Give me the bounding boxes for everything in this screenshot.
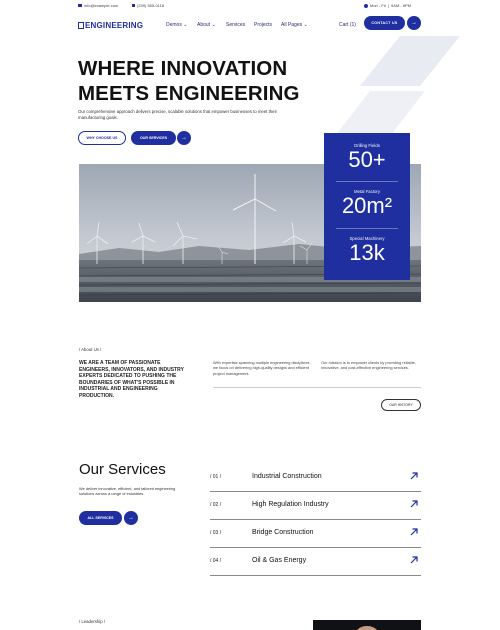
office-hours <box>364 3 411 8</box>
stat-drilling-fields <box>324 143 410 172</box>
nav-about[interactable]: About ⌄ <box>197 22 216 28</box>
email-text: info@example.com <box>84 3 119 8</box>
email-contact[interactable] <box>78 3 118 8</box>
contact-arrow-button[interactable] <box>407 16 421 30</box>
service-row[interactable] <box>210 548 421 576</box>
service-number: / 03 / <box>210 530 222 536</box>
logo-mark-icon <box>78 22 84 29</box>
services-title: Our Services <box>79 461 166 478</box>
all-services-button[interactable]: ALL SERVICES <box>79 511 122 525</box>
about-title: WE ARE A TEAM OF PASSIONATE ENGINEERS, INNOVATORS, AND INDUSTRY EXPERTS DEDICATED TO PUSHING THE BOUNDARIES OF WHAT'S POSSIBLE IN INDUSTRIAL AND ENGINEERING PRODUCTION. <box>79 360 184 399</box>
arrow-right-icon: → <box>128 515 134 521</box>
stat-value: 50+ <box>348 147 386 172</box>
stat-label: Drilling Fields <box>354 143 380 148</box>
phone-icon <box>132 4 135 7</box>
hero-title-line1: WHERE INNOVATION <box>78 57 288 80</box>
our-services-button[interactable]: OUR SERVICES <box>131 131 176 145</box>
site-header <box>0 12 500 38</box>
cart-link[interactable]: Cart (1) <box>339 22 356 28</box>
leadership-photo <box>313 620 421 630</box>
leadership-tag: / Leadership / <box>79 619 106 624</box>
about-text-1: With expertise spanning multiple engineering disciplines, we focus on delivering high-quality designs and efficient project management. <box>213 360 311 376</box>
service-number: / 01 / <box>210 474 222 480</box>
arrow-up-right-icon[interactable] <box>410 528 418 536</box>
about-divider <box>213 387 421 388</box>
about-text-2: Our mission is to empower clients by providing reliable, innovative, and cost-effective engineering services. <box>321 360 416 371</box>
stat-label: Special Machinery <box>349 236 385 241</box>
service-number: / 04 / <box>210 558 222 564</box>
service-row[interactable] <box>210 520 421 548</box>
about-tag: / About Us / <box>79 347 102 352</box>
all-services-arrow-button[interactable] <box>124 511 138 525</box>
stat-metal-factory <box>324 189 410 218</box>
nav-demos[interactable]: Demos ⌄ <box>166 22 188 28</box>
clock-icon <box>364 4 368 8</box>
stat-value: 20m² <box>341 193 393 218</box>
hero-title-line2: MEETS ENGINEERING <box>78 82 300 105</box>
nav-services[interactable]: Services <box>226 22 246 28</box>
service-name: Oil & Gas Energy <box>252 557 307 564</box>
hours-time: 9AM - 6PM <box>391 3 412 8</box>
stat-special-machinery <box>324 236 410 265</box>
hero-title <box>78 56 300 106</box>
hours-separator: | <box>388 3 390 8</box>
contact-us-button[interactable]: CONTACT US <box>364 16 405 30</box>
arrow-up-right-icon[interactable] <box>410 556 418 564</box>
service-row[interactable] <box>210 464 421 492</box>
portrait-image <box>313 623 421 630</box>
our-services-arrow-button[interactable] <box>177 131 191 145</box>
phone-text: (239) 555-0118 <box>137 3 165 8</box>
stat-divider <box>336 181 398 182</box>
hours-days: Mon - Fri <box>370 3 386 8</box>
service-name: High Regulation Industry <box>252 501 329 508</box>
phone-contact[interactable] <box>132 3 164 8</box>
arrow-right-icon: → <box>181 135 187 141</box>
service-number: / 02 / <box>210 502 222 508</box>
stats-card <box>324 133 410 280</box>
logo[interactable] <box>78 21 143 30</box>
nav-projects[interactable]: Projects <box>254 22 273 28</box>
service-name: Bridge Construction <box>252 529 314 536</box>
logo-text: ENGINEERING <box>85 21 144 30</box>
hero-description: Our comprehensive approach delivers precise, scalable solutions that empower businesses to meet their manufacturing goals. <box>78 109 277 120</box>
stat-label: Metal Factory <box>353 189 381 194</box>
services-description: We deliver innovative, efficient, and tailored engineering solutions across a range of industries. <box>79 486 176 497</box>
top-bar <box>0 0 500 12</box>
service-name: Industrial Construction <box>252 473 322 480</box>
arrow-up-right-icon[interactable] <box>410 500 418 508</box>
mail-icon <box>78 4 82 7</box>
arrow-right-icon: → <box>411 20 417 26</box>
our-history-button[interactable]: OUR HISTORY <box>381 399 421 411</box>
service-row[interactable] <box>210 492 421 520</box>
nav-all-pages[interactable]: All Pages ⌄ <box>281 22 308 28</box>
why-choose-us-button[interactable]: WHY CHOOSE US <box>78 131 126 145</box>
stat-value: 13k <box>349 240 385 265</box>
stat-divider <box>336 228 398 229</box>
arrow-up-right-icon[interactable] <box>410 472 418 480</box>
